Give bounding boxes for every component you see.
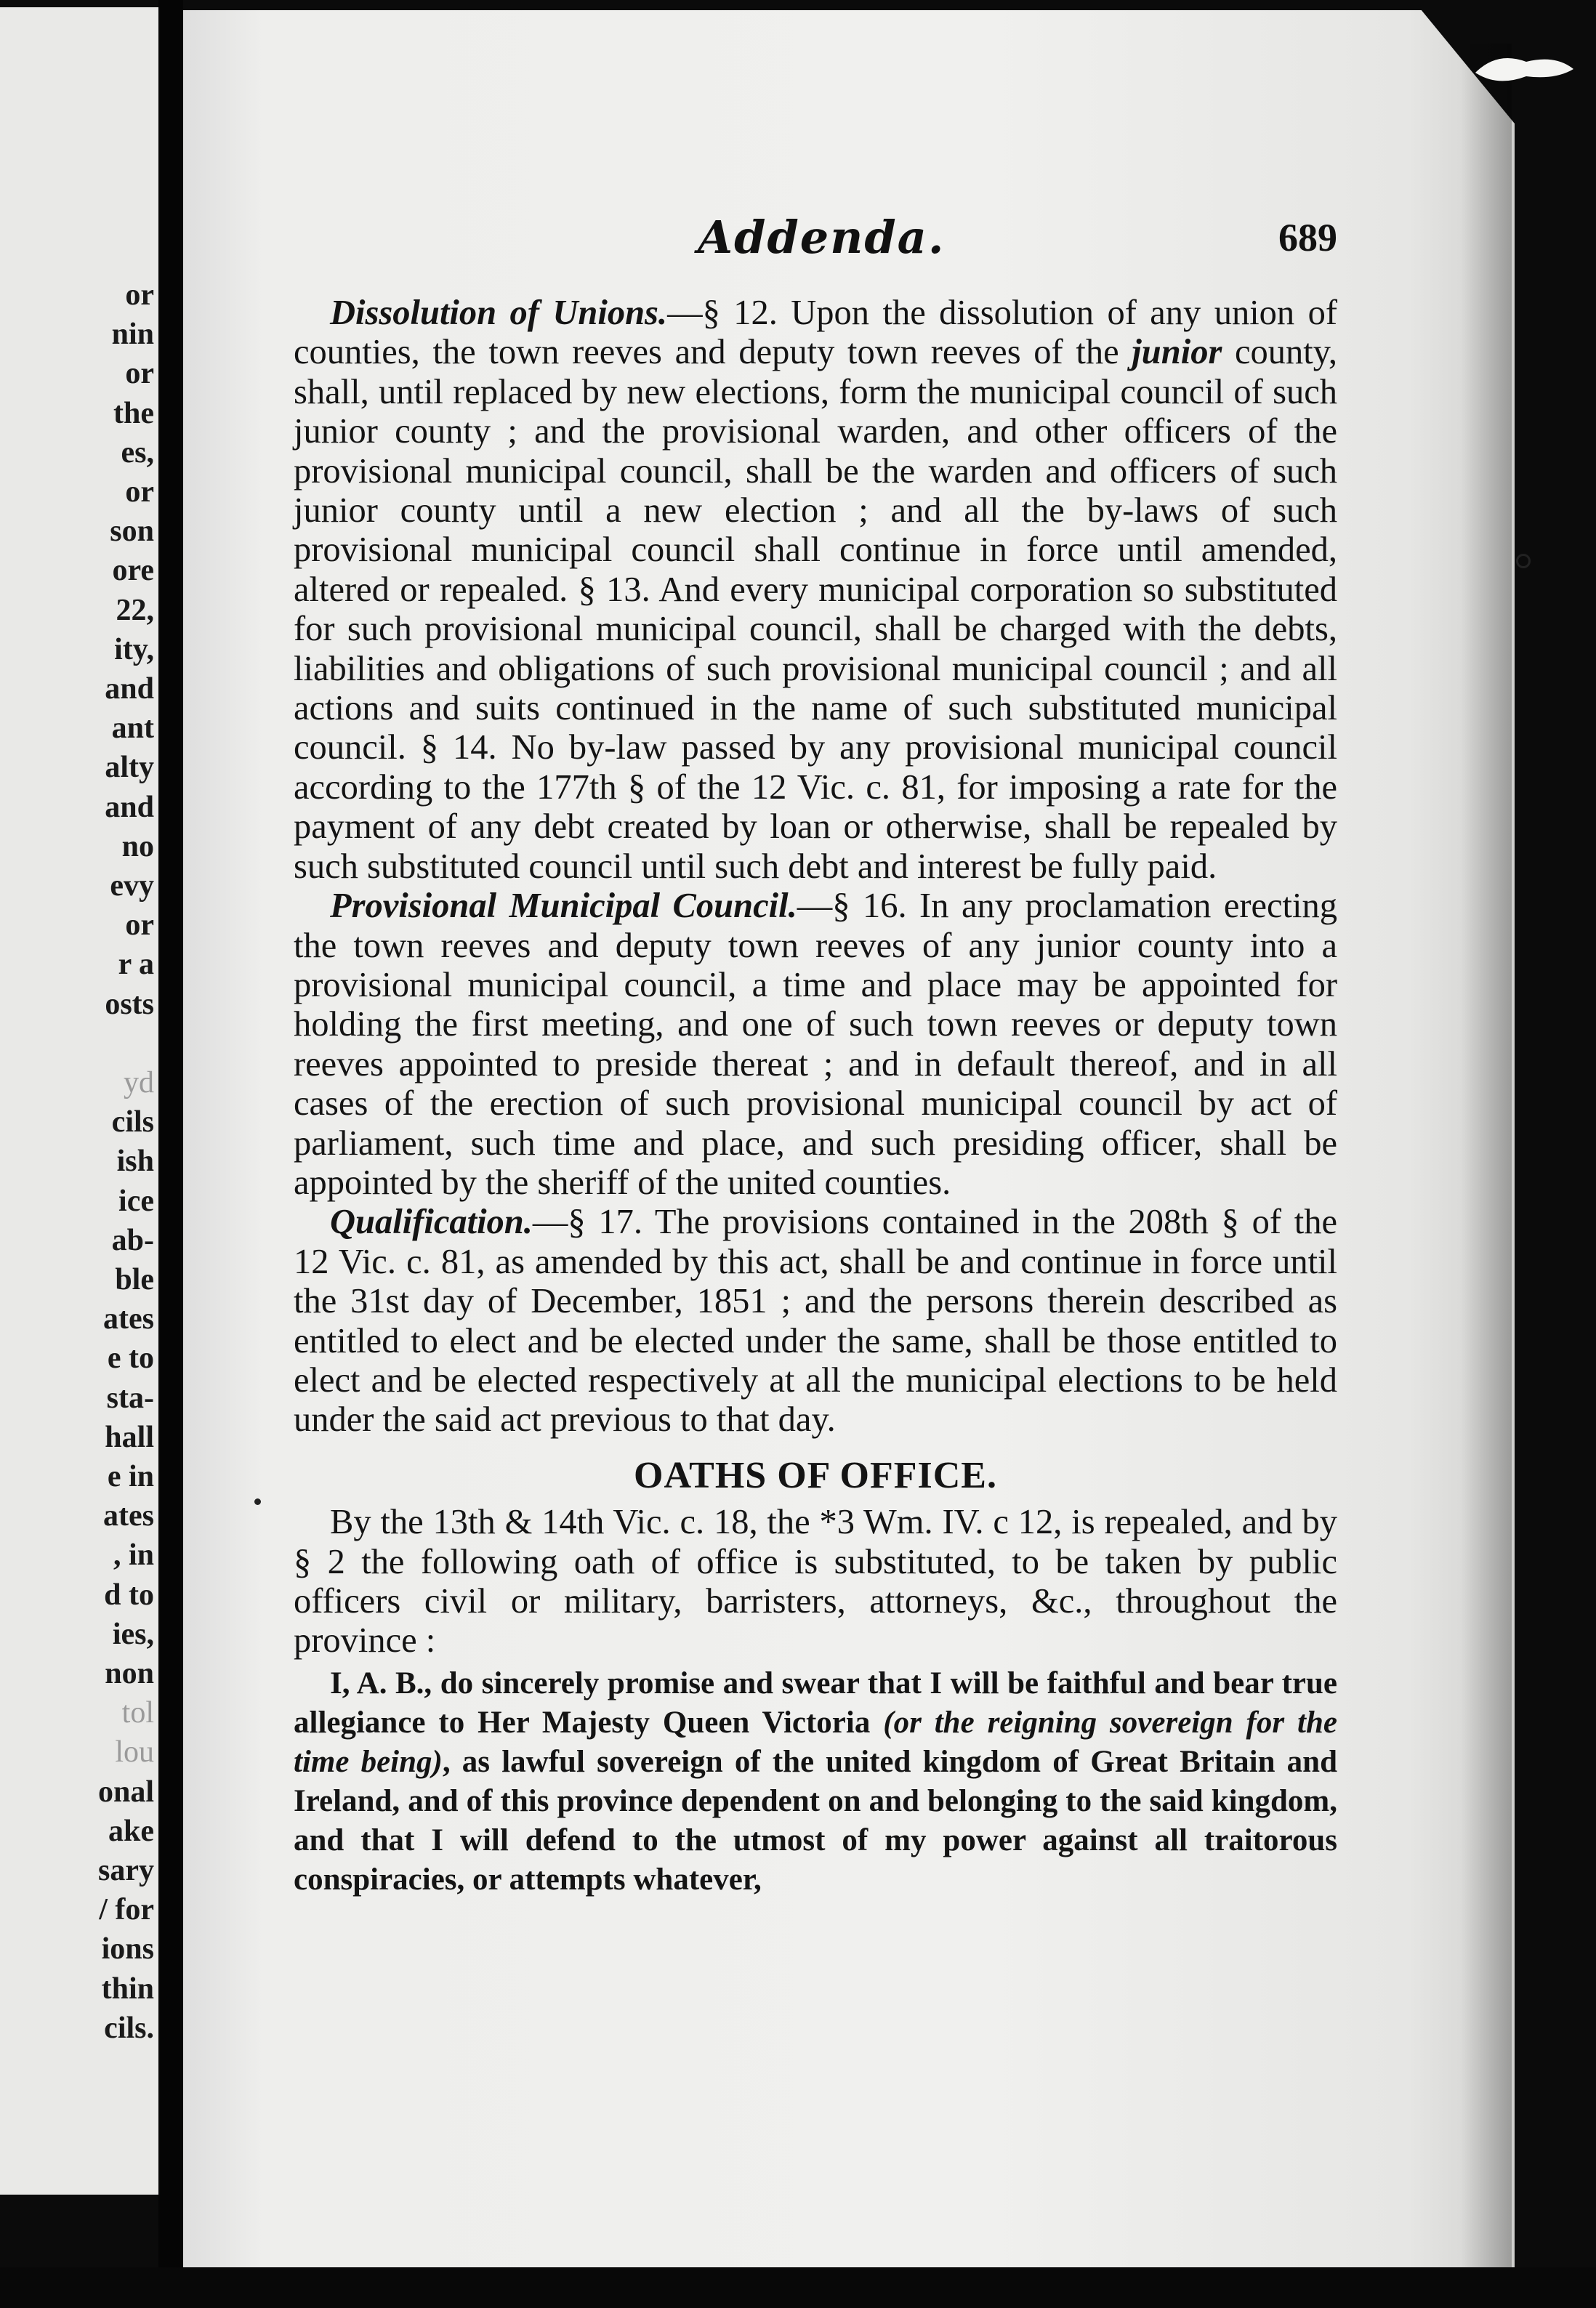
- facing-page-line-fragment: osts: [105, 987, 154, 1021]
- facing-page-line-fragment: evy: [110, 869, 154, 903]
- dust-speck: [1516, 554, 1531, 568]
- facing-page-line-fragment: no: [121, 829, 154, 863]
- oath-text-part: I, A. B., do sincerely promise and swear that I will be faithful and bear true allegiance to Her Majesty Queen Victoria: [294, 1666, 1337, 1740]
- facing-page-line-fragment: sta-: [106, 1381, 154, 1415]
- page-number: 689: [1278, 216, 1337, 259]
- paragraph-text: —§ 17. The provisions contained in the 208th § of the 12 Vic. c. 81, as amended by this act, shall be and continue in force until the 31st day of December, 1851 ; and the persons therein described as entitled to elect and be elected under the same, shall be those entitled to elect and be elected respectively at all the municipal elections to be held under the said act previous to that day.: [294, 1203, 1337, 1440]
- facing-page-line-fragment: or: [125, 475, 154, 509]
- facing-page-line-fragment: nin: [111, 318, 154, 352]
- facing-page-line-fragment: ab-: [111, 1223, 154, 1257]
- oath-italic: (or the reigning sovereign for the time being): [294, 1705, 1337, 1779]
- facing-page-line-fragment: ies,: [112, 1617, 154, 1651]
- facing-page-line-fragment: d to: [104, 1578, 154, 1612]
- facing-page-line-fragment: e to: [107, 1341, 154, 1376]
- facing-page-line-fragment: alty: [105, 751, 154, 785]
- paragraph-oaths-intro: By the 13th & 14th Vic. c. 18, the *3 Wm. IV. c 12, is repealed, and by § 2 the following oath of office is substituted, to be taken by public officers civil or military, barristers, attorneys, &c., throughout the province :: [294, 1503, 1337, 1661]
- paragraph-dissolution-of-unions: [294, 294, 1337, 887]
- facing-page-line-fragment: ice: [118, 1184, 154, 1218]
- facing-page-line-fragment: cils: [111, 1105, 154, 1139]
- facing-page-line-fragment: ore: [112, 554, 154, 588]
- paragraph-text: —§ 12. Upon the dissolution of any union of counties, the town reeves and deputy town reeves of the: [294, 294, 1338, 372]
- facing-page-line-fragment: the: [113, 396, 154, 430]
- oath-text-part: , as lawful sovereign of the united kingdom of Great Britain and Ireland, and of this province dependent on and belonging to the said kingdom, and that I will defend to the utmost of my power against all traitorous conspiracies, or attempts whatever,: [294, 1744, 1337, 1897]
- sidehead: Qualification.: [330, 1203, 533, 1242]
- facing-page-line-fragment: ant: [111, 711, 154, 746]
- oath-text: [294, 1664, 1337, 1900]
- facing-page-line-fragment: ble: [115, 1263, 154, 1296]
- book-gutter: [158, 0, 183, 2308]
- paragraph-text: county, shall, until replaced by new elections, form the municipal council of such junior county ; and the provisional warden, and other officers of the provisional municipal council, shall be the warden and officers of such junior county until a new election ; and all the by-laws of such provisional municipal council shall continue in force until amended, altered or repealed. § 13. And every municipal corporation so substituted for such provisional municipal council, shall be charged with the debts, liabilities and obligations of such provisional municipal council ; and all actions and suits continued in the name of such substituted municipal council. § 14. No by-law passed by any provisional municipal council according to the 177th § of the 12 Vic. c. 81, for imposing a rate for the payment of any debt created by loan or otherwise, shall be repealed by such substituted council until such debt and interest be fully paid.: [294, 333, 1337, 886]
- section-title: OATHS OF OFFICE.: [634, 1454, 997, 1496]
- facing-page-line-fragment: tol: [121, 1696, 154, 1730]
- paragraph-provisional-municipal-council: [294, 887, 1337, 1203]
- facing-page-line-fragment: ions: [101, 1932, 154, 1966]
- facing-page-line-fragment: thin: [101, 1972, 154, 2006]
- facing-page-line-fragment: non: [105, 1657, 154, 1690]
- facing-page-line-fragment: or: [125, 357, 154, 391]
- facing-page-line-fragment: son: [110, 515, 154, 549]
- facing-page-line-fragment: ates: [103, 1499, 154, 1533]
- facing-page-line-fragment: , in: [113, 1538, 154, 1573]
- facing-page-line-fragment: ake: [108, 1814, 154, 1848]
- facing-page-line-fragment: / for: [99, 1893, 154, 1927]
- facing-page-line-fragment: or: [125, 908, 154, 943]
- facing-page-line-fragment: es,: [121, 435, 154, 469]
- facing-page-line-fragment: cils.: [104, 2011, 154, 2045]
- facing-page-line-fragment: or: [125, 278, 154, 312]
- paragraph-text: —§ 16. In any proclamation erecting the town reeves and deputy town reeves of any junior county into a provisional municipal council, a time and place may be appointed for holding the first meeting, and one of such town reeves or deputy town reeves appointed to preside thereat ; and in default thereof, and in all cases of the erection of such provisional municipal council by act of parliament, such time and place, and such presiding officer, shall be appointed by the sheriff of the united counties.: [294, 887, 1337, 1202]
- facing-page-line-fragment: hall: [105, 1420, 154, 1454]
- facing-page-line-fragment: and: [105, 790, 154, 824]
- facing-page-line-fragment: and: [105, 672, 154, 706]
- page-header: [291, 211, 1337, 269]
- facing-page-line-fragment: e in: [107, 1460, 154, 1493]
- torn-corner-mark: [1468, 44, 1577, 94]
- facing-page-line-fragment: lou: [115, 1735, 154, 1770]
- facing-page-line-fragment: yd: [124, 1066, 154, 1099]
- facing-page-line-fragment: onal: [97, 1775, 154, 1809]
- facing-page-line-fragment: 22,: [116, 593, 154, 627]
- facing-page-line-fragment: sary: [98, 1854, 154, 1887]
- facing-page-line-fragment: ish: [116, 1145, 154, 1179]
- left-facing-page: [0, 7, 158, 2195]
- body-text: [294, 294, 1337, 1900]
- running-head: Addenda.: [698, 211, 946, 264]
- sidehead: Provisional Municipal Council.: [330, 887, 797, 926]
- facing-page-line-fragment: r a: [118, 948, 154, 982]
- dust-speck: [254, 1498, 261, 1505]
- paragraph-qualification: [294, 1203, 1337, 1440]
- facing-page-line-fragment: ity,: [114, 632, 154, 666]
- bottom-scan-border: [0, 2267, 1596, 2308]
- facing-page-line-fragment: ates: [103, 1302, 154, 1336]
- italic-word: junior: [1132, 333, 1222, 372]
- page-edge-shadow: [1461, 44, 1512, 2267]
- sidehead: Dissolution of Unions.: [330, 294, 668, 332]
